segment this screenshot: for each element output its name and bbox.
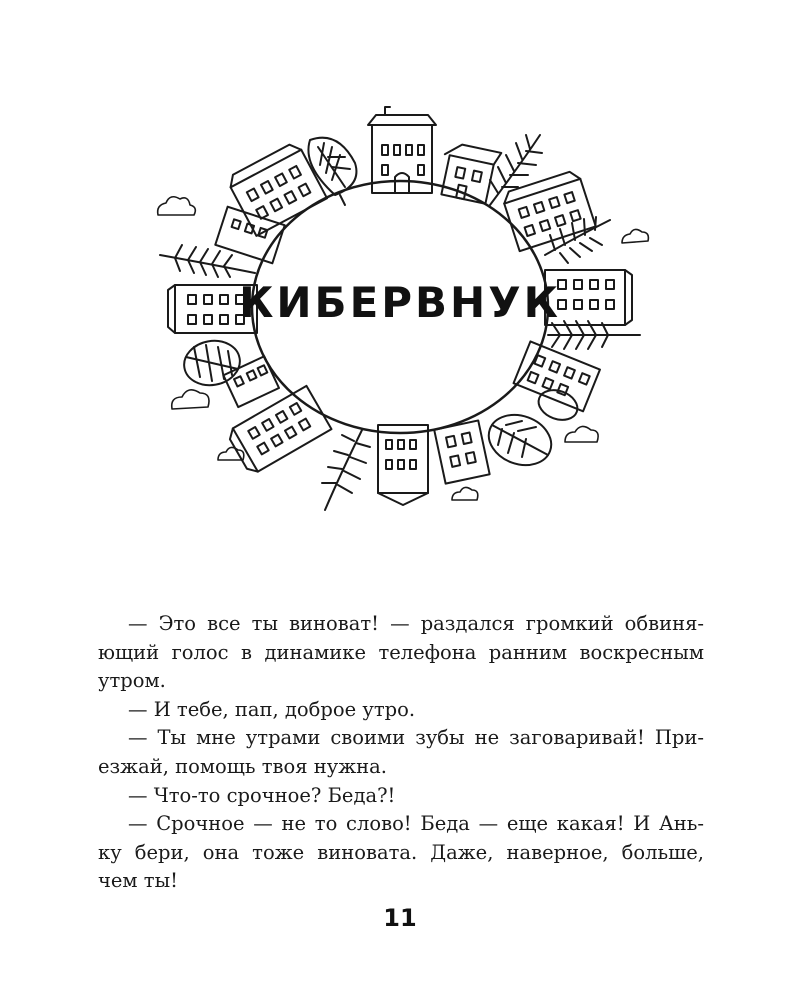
paragraph-line: ку бери, она тоже виновата. Даже, наверное, больше,: [98, 840, 704, 864]
paragraph-4: [98, 782, 704, 811]
building-bottom-left: [226, 386, 332, 476]
building-bottom: [378, 425, 428, 505]
paragraph-line: ющий голос в динамике телефона ранним воскресным: [98, 640, 704, 664]
building-left-upper: [215, 207, 284, 264]
chapter-title: КИБЕРВНУК: [239, 277, 561, 327]
building-right-upper: [501, 169, 596, 251]
paragraph-line: — И тебе, пап, доброе утро.: [128, 697, 416, 721]
page-number: 11: [383, 904, 417, 932]
paragraph-1: [98, 610, 704, 639]
paragraph-line: — Ты мне утрами своими зубы не заговаривай! При-: [128, 726, 704, 750]
building-left-lower: [223, 356, 279, 407]
paragraph-line: чем ты!: [98, 869, 178, 893]
paragraph-5: [98, 810, 704, 839]
body-text: [98, 610, 704, 896]
paragraph-5-cont: [98, 839, 704, 896]
tree-leaf-bottom-right: [482, 385, 582, 473]
paragraph-line: — Что-то срочное? Беда?!: [128, 783, 396, 807]
house-bottom-right: [434, 420, 489, 483]
paragraph-3: [98, 724, 704, 753]
paragraph-3-cont: [98, 753, 704, 782]
paragraph-line: утром.: [98, 669, 166, 693]
building-right-lower: [514, 341, 600, 411]
paragraph-line: — Срочное — не то слово! Беда — еще какая! И Ань-: [128, 812, 704, 836]
paragraph-1-cont: [98, 639, 704, 696]
fern-bottom-left: [322, 430, 370, 510]
clouds: [158, 197, 649, 500]
paragraph-2: [98, 696, 704, 725]
paragraph-line: езжай, помощь твоя нужна.: [98, 754, 387, 778]
tree-leaf-left: [181, 336, 244, 389]
paragraph-line: — Это все ты виноват! — раздался громкий обвиня-: [128, 612, 704, 635]
